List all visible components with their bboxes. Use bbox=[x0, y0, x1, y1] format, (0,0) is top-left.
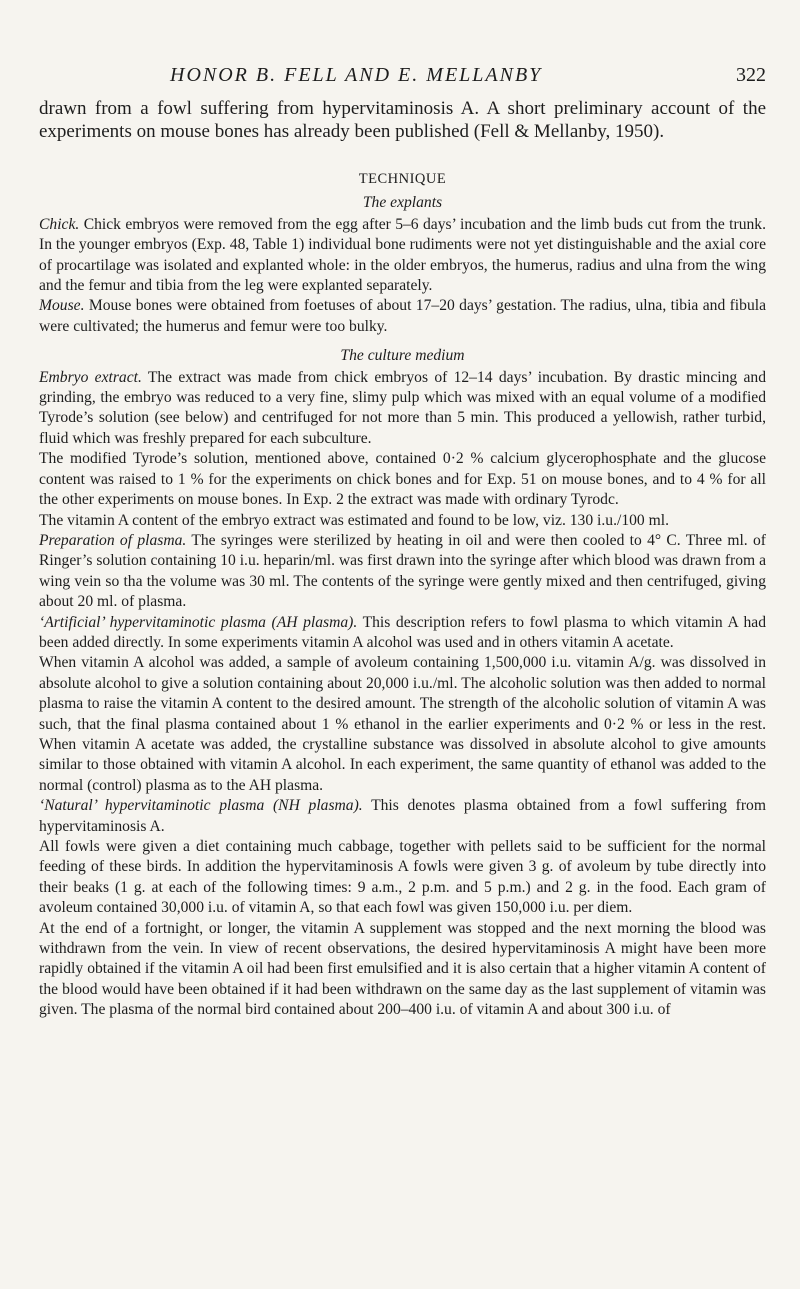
paragraph-ah-plasma bbox=[39, 613, 766, 654]
running-title: HONOR B. FELL AND E. MELLANBY bbox=[170, 64, 543, 86]
page-number: 322 bbox=[736, 64, 766, 86]
article-body bbox=[39, 169, 766, 1021]
lead-paragraph: drawn from a fowl suffering from hypervitaminosis A. A short preliminary account of the experiments on mouse bones has already been published (Fell & Mellanby, 1950). bbox=[39, 98, 766, 142]
paragraph-label: Preparation of plasma. bbox=[39, 531, 187, 549]
running-header bbox=[39, 64, 766, 88]
paragraph-text: Mouse bones were obtained from foetuses of about 17–20 days’ gestation. The radius, ulna, tibia and fibula were cultivated; the humerus and femur were too bulky. bbox=[39, 297, 766, 335]
paragraph-vitamin-alcohol: When vitamin A alcohol was added, a sample of avoleum containing 1,500,000 i.u. vitamin A/g. was dissolved in absolute alcohol to give a solution containing about 20,000 i.u./ml. The alcoholic solution was then added to normal plasma to raise the vitamin A content to the desired amount. The strength of the alcoholic solution of vitamin A was such, that the final plasma contained about 1 % ethanol in the earlier experiments and 0·2 % or less in the rest. When vitamin A acetate was added, the crystalline substance was dissolved in absolute alcohol to give amounts similar to those obtained with vitamin A alcohol. In each experiment, the same quantity of ethanol was added to the normal (control) plasma as to the AH plasma. bbox=[39, 654, 766, 794]
paragraph-label: Mouse. bbox=[39, 297, 85, 315]
paragraph-label: ‘Artificial’ hypervitaminotic plasma (AH plasma). bbox=[39, 613, 358, 631]
paragraph-embryo-extract bbox=[39, 368, 766, 450]
lead-paragraph-block bbox=[39, 98, 766, 143]
subheading-explants: The explants bbox=[362, 194, 443, 212]
paragraph-chick bbox=[39, 215, 766, 297]
paragraph-fortnight: At the end of a fortnight, or longer, the vitamin A supplement was stopped and the next morning the blood was withdrawn from the vein. In view of recent observations, the desired hypervitaminosis A might have been more rapidly obtained if the vitamin A oil had been first emulsified and it is also certain that a higher vitamin A content of the blood would have been obtained if it had been withdrawn on the same day as the last supplement of vitamin was given. The plasma of the normal bird contained about 200–400 i.u. of vitamin A and about 300 i.u. of bbox=[39, 919, 766, 1019]
paragraph-tyrode: The modified Tyrode’s solution, mentioned above, contained 0·2 % calcium glycerophosphate and the glucose content was raised to 1 % for the experiments on chick bones and for Exp. 51 on mouse bones, and to 4 % for all the other experiments on mouse bones. In Exp. 2 the extract was made with ordinary Tyrodc. bbox=[39, 450, 766, 509]
paragraph-nh-plasma bbox=[39, 796, 766, 837]
paragraph-text: This description refers to fowl plasma to which vitamin A had been added directly. In some experiments vitamin A alcohol was used and in others vitamin A acetate. bbox=[39, 613, 766, 651]
paragraph-text: The extract was made from chick embryos of 12–14 days’ incubation. By drastic mincing and grinding, the embryo was reduced to a very fine, slimy pulp which was mixed with an equal volume of a modified Tyrode’s solution (see below) and centrifuged for not more than 5 min. This produced a yellowish, rather turbid, fluid which was freshly prepared for each subculture. bbox=[39, 368, 767, 447]
paragraph-text: This denotes plasma obtained from a fowl suffering from hypervitaminosis A. bbox=[39, 797, 766, 835]
paragraph-mouse bbox=[39, 296, 766, 337]
paragraph-fowl-diet: All fowls were given a diet containing much cabbage, together with pellets said to be sufficient for the normal feeding of these birds. In addition the hypervitaminosis A fowls were given 3 g. of avoleum by tube directly into their beaks (1 g. at each of the following times: 9 a.m., 2 p.m. and 5 p.m.) and 2 g. in the food. Each gram of avoleum contained 30,000 i.u. of vitamin A, so that each fowl was given 150,000 i.u. per diem. bbox=[39, 838, 766, 917]
paragraph-text: Chick embryos were removed from the egg after 5–6 days’ incubation and the limb buds cut from the trunk. In the younger embryos (Exp. 48, Table 1) individual bone rudiments were not yet distinguishable and the axial core of procartilage was isolated and explanted whole: in the older embryos, the humerus, radius and ulna from the wing and the femur and tibia from the leg were explanted separately. bbox=[39, 215, 766, 295]
subheading-culture-medium: The culture medium bbox=[340, 347, 465, 365]
paragraph-plasma-preparation bbox=[39, 531, 766, 613]
section-heading: TECHNIQUE bbox=[358, 171, 447, 187]
paragraph-vitamin-content: The vitamin A content of the embryo extract was estimated and found to be low, viz. 130 i.u./100 ml. bbox=[39, 511, 669, 529]
paragraph-label: ‘Natural’ hypervitaminotic plasma (NH plasma). bbox=[39, 797, 363, 815]
paragraph-label: Embryo extract. bbox=[39, 368, 142, 386]
paragraph-label: Chick. bbox=[39, 215, 80, 233]
paragraph-text: The syringes were sterilized by heating in oil and were then cooled to 4° C. Three ml. of Ringer’s solution containing 10 i.u. heparin/ml. was first drawn into the syringe after which blood was drawn from a wing vein so tha the volume was 30 ml. The contents of the syringe were gently mixed and then centrifuged, giving about 20 ml. of plasma. bbox=[39, 531, 766, 611]
